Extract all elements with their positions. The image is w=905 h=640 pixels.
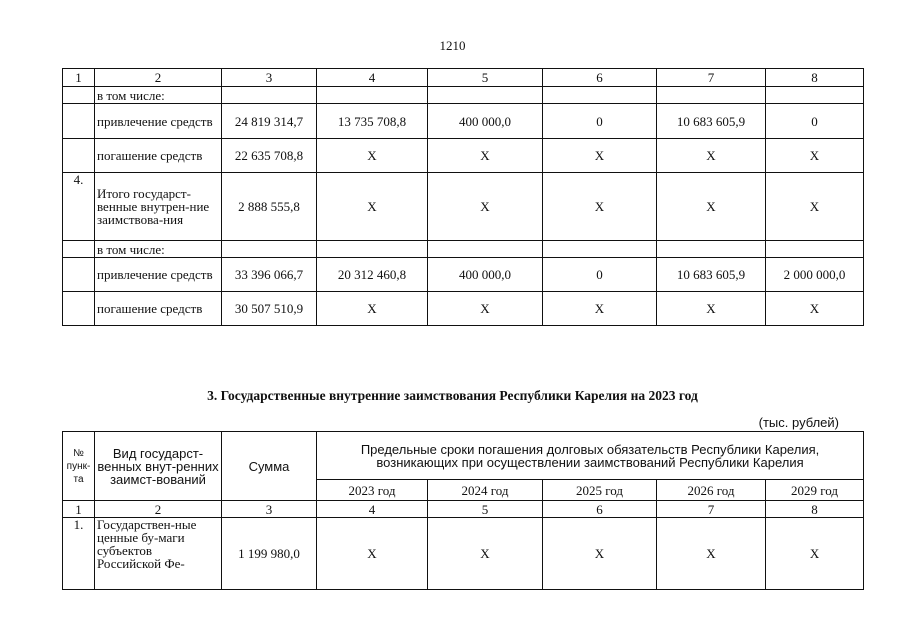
index-cell: 6 [543,501,657,518]
row-number: 1. [63,518,95,590]
index-cell: 8 [766,501,864,518]
table-row [63,258,864,292]
col-type-header: Вид государст-венных внут-ренних заимст-вований [95,432,222,501]
value-cell [428,87,543,104]
value-cell: X [657,292,766,326]
year-header: 2023 год [317,480,428,501]
table-row [63,292,864,326]
value-cell: X [317,518,428,590]
row-number [63,258,95,292]
row-name: Итого государст-венные внутрен-ние заимствова-ния [95,173,222,241]
value-cell: 400 000,0 [428,258,543,292]
header-cell: 4 [317,69,428,87]
value-cell: X [428,173,543,241]
header-cell: 7 [657,69,766,87]
row-number [63,87,95,104]
row-name: привлечение средств [95,104,222,139]
column-index-row [63,69,864,87]
index-cell: 7 [657,501,766,518]
value-cell [543,241,657,258]
year-header: 2026 год [657,480,766,501]
value-cell: 1 199 980,0 [222,518,317,590]
value-cell: 30 507 510,9 [222,292,317,326]
table-row [63,139,864,173]
value-cell [222,241,317,258]
header-cell: 3 [222,69,317,87]
row-number [63,104,95,139]
header-cell: 1 [63,69,95,87]
value-cell [766,241,864,258]
value-cell: 400 000,0 [428,104,543,139]
value-cell: X [657,518,766,590]
index-cell: 4 [317,501,428,518]
table-row [63,104,864,139]
row-name: погашение средств [95,292,222,326]
value-cell: 20 312 460,8 [317,258,428,292]
table-row-total [63,173,864,241]
value-cell [766,87,864,104]
group-header-row [63,432,864,480]
index-cell: 1 [63,501,95,518]
header-cell: 2 [95,69,222,87]
row-name: в том числе: [95,87,222,104]
value-cell: 13 735 708,8 [317,104,428,139]
value-cell: X [543,292,657,326]
index-cell: 2 [95,501,222,518]
value-cell: 0 [543,258,657,292]
row-number: 4. [63,173,95,241]
row-number [63,241,95,258]
value-cell: X [428,292,543,326]
value-cell: 24 819 314,7 [222,104,317,139]
row-name: привлечение средств [95,258,222,292]
index-cell: 5 [428,501,543,518]
table-row [63,87,864,104]
index-cell: 3 [222,501,317,518]
value-cell: X [766,292,864,326]
value-cell: X [317,173,428,241]
value-cell [543,87,657,104]
value-cell: X [317,139,428,173]
table-row [63,241,864,258]
value-cell [428,241,543,258]
value-cell: X [428,139,543,173]
value-cell [657,241,766,258]
header-cell: 5 [428,69,543,87]
value-cell: X [766,139,864,173]
header-cell: 8 [766,69,864,87]
value-cell [222,87,317,104]
year-header: 2029 год [766,480,864,501]
page-number: 1210 [439,38,466,53]
year-header: 2025 год [543,480,657,501]
row-name: в том числе: [95,241,222,258]
value-cell [317,241,428,258]
units-label: (тыс. рублей) [758,415,839,430]
borrowing-table-continued [62,68,864,326]
value-cell: 10 683 605,9 [657,258,766,292]
section-title: 3. Государственные внутренние заимствования Республики Карелия на 2023 год [207,388,698,403]
value-cell: 10 683 605,9 [657,104,766,139]
year-header: 2024 год [428,480,543,501]
value-cell: 2 888 555,8 [222,173,317,241]
value-cell: X [317,292,428,326]
value-cell: X [657,173,766,241]
value-cell: X [543,518,657,590]
group-header: Предельные сроки погашения долговых обязательств Республики Карелия, возникающих при осуществлении заимствований Республики Карелия [317,432,864,480]
value-cell: 33 396 066,7 [222,258,317,292]
value-cell: X [428,518,543,590]
value-cell: X [543,139,657,173]
value-cell: X [657,139,766,173]
borrowing-table-2023 [62,431,864,590]
value-cell: X [766,518,864,590]
value-cell: X [543,173,657,241]
row-name: погашение средств [95,139,222,173]
header-cell: 6 [543,69,657,87]
row-name: Государствен-ные ценные бу-маги субъектов Российской Фе- [95,518,222,590]
table-row [63,518,864,590]
value-cell: X [766,173,864,241]
col-num-header: № пунк-та [63,432,95,501]
col-sum-header: Сумма [222,432,317,501]
value-cell: 0 [766,104,864,139]
column-index-row [63,501,864,518]
value-cell [657,87,766,104]
row-number [63,292,95,326]
value-cell: 0 [543,104,657,139]
value-cell [317,87,428,104]
row-number [63,139,95,173]
value-cell: 22 635 708,8 [222,139,317,173]
value-cell: 2 000 000,0 [766,258,864,292]
